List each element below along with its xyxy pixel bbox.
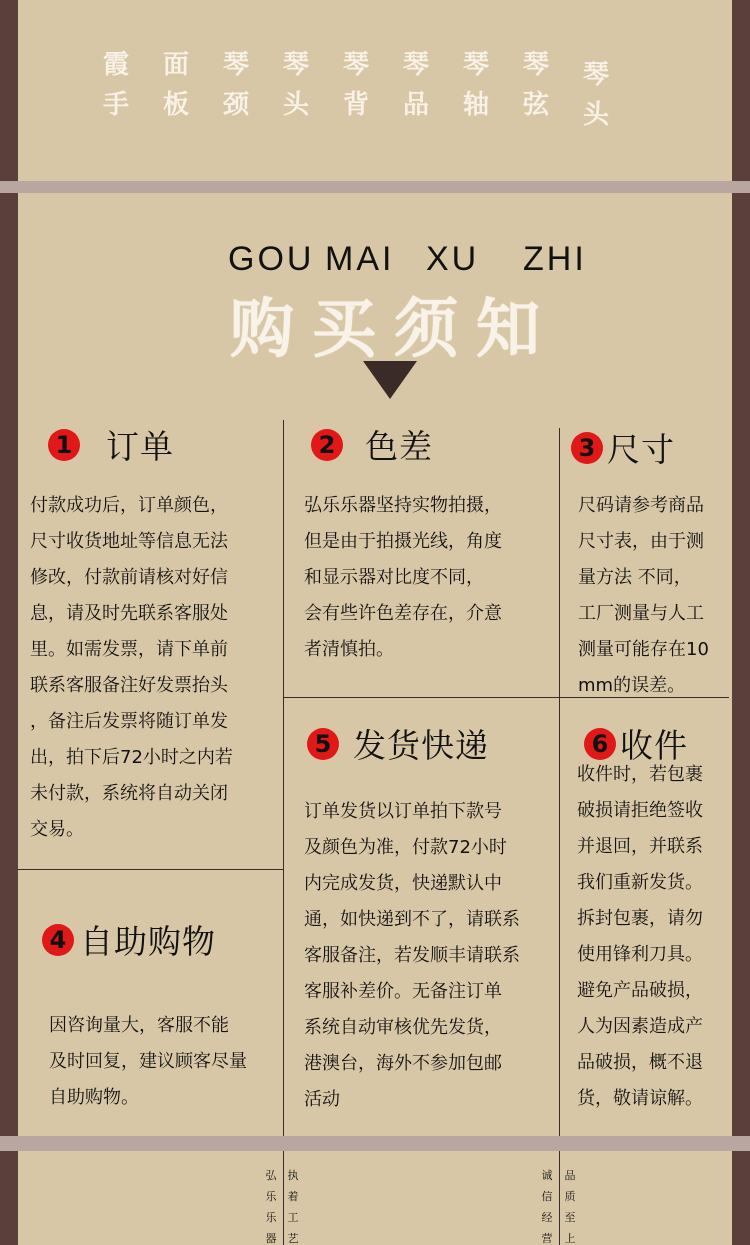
section-shipping-header	[307, 720, 489, 767]
footer-vertical-2: 执 着 工 艺	[287, 1169, 299, 1245]
pinyin-zhi: ZHI	[523, 240, 587, 278]
divider-v1	[283, 420, 284, 1245]
section-self-service-title: 自助购物	[80, 922, 216, 961]
nav-item-3[interactable]: 琴 颈	[222, 50, 249, 120]
pinyin-gou: GOU	[228, 240, 315, 278]
nav-item-8[interactable]: 琴 弦	[522, 50, 549, 120]
section-order-title: 订单	[106, 427, 174, 466]
section-shipping-text: 订单发货以订单拍下款号 及颜色为准，付款72小时 内完成发货，快递默认中 通，如快递到不了，请联系 客服备注，若发顺丰请联系 客服补差价。无备注订单 系统自动审核优先发货， 港澳台，海外不参加包邮 活动	[304, 801, 520, 1110]
pinyin-xu: XU	[426, 240, 480, 278]
section-receipt-title: 收件	[620, 726, 688, 765]
nav-item-7[interactable]: 琴 轴	[462, 50, 489, 120]
footer-vertical-1: 弘 乐 乐 器	[265, 1169, 277, 1245]
bottom-divider-band	[0, 1136, 750, 1151]
section-color-header	[311, 421, 433, 468]
nav-item-9[interactable]: 琴 头	[582, 60, 609, 130]
section-shipping-title: 发货快递	[353, 726, 489, 765]
nav-item-6[interactable]: 琴 品	[402, 50, 429, 120]
section-receipt-text: 收件时，若包裹 破损请拒绝签收 并退回，并联系 我们重新发货。 拆封包裹，请勿 使用锋利刀具。 避免产品破损， 人为因素造成产 品破损，概不退 货，敬请谅解。	[577, 764, 703, 1109]
nav-item-2[interactable]: 面 板	[162, 50, 189, 120]
section-size-title: 尺寸	[607, 430, 675, 469]
page-title: 购买须知	[230, 292, 558, 367]
divider-h2	[18, 869, 283, 870]
down-triangle-icon	[363, 361, 417, 399]
number-2-icon: 2	[311, 429, 343, 461]
footer-vertical-3: 诚 信 经 营	[541, 1169, 553, 1245]
section-color-title: 色差	[365, 427, 433, 466]
number-1-icon: 1	[48, 429, 80, 461]
pinyin-mai: MAI	[325, 240, 395, 278]
section-order-header	[48, 421, 174, 468]
section-size-text: 尺码请参考商品 尺寸表，由于测 量方法 不同， 工厂测量与人工 测量可能存在10 mm的误差。	[578, 495, 709, 696]
footer-vertical-4: 品 质 至 上	[564, 1169, 576, 1245]
nav-item-5[interactable]: 琴 背	[342, 50, 369, 120]
number-4-icon: 4	[42, 924, 74, 956]
nav-item-1[interactable]: 霞 手	[102, 50, 129, 120]
top-divider-band	[0, 181, 750, 193]
section-size-header	[571, 424, 675, 471]
nav-item-4[interactable]: 琴 头	[282, 50, 309, 120]
number-5-icon: 5	[307, 728, 339, 760]
number-6-icon: 6	[584, 728, 616, 760]
divider-v2	[559, 428, 560, 1245]
section-order-text: 付款成功后，订单颜色， 尺寸收货地址等信息无法 修改，付款前请核对好信 息，请及时先联系客服处 里。如需发票，请下单前 联系客服备注好发票抬头 ，备注后发票将随订单发 出，拍下后72小时之内若 未付款，系统将自动关闭 交易。	[30, 495, 233, 840]
section-self-service-text: 因咨询量大，客服不能 及时回复，建议顾客尽量 自助购物。	[49, 1015, 247, 1108]
part-nav	[18, 45, 732, 155]
section-color-text: 弘乐乐器坚持实物拍摄， 但是由于拍摄光线，角度 和显示器对比度不同， 会有些许色差存在，介意 者清慎拍。	[304, 495, 502, 660]
number-3-icon: 3	[571, 432, 603, 464]
section-self-service-header	[42, 916, 216, 963]
